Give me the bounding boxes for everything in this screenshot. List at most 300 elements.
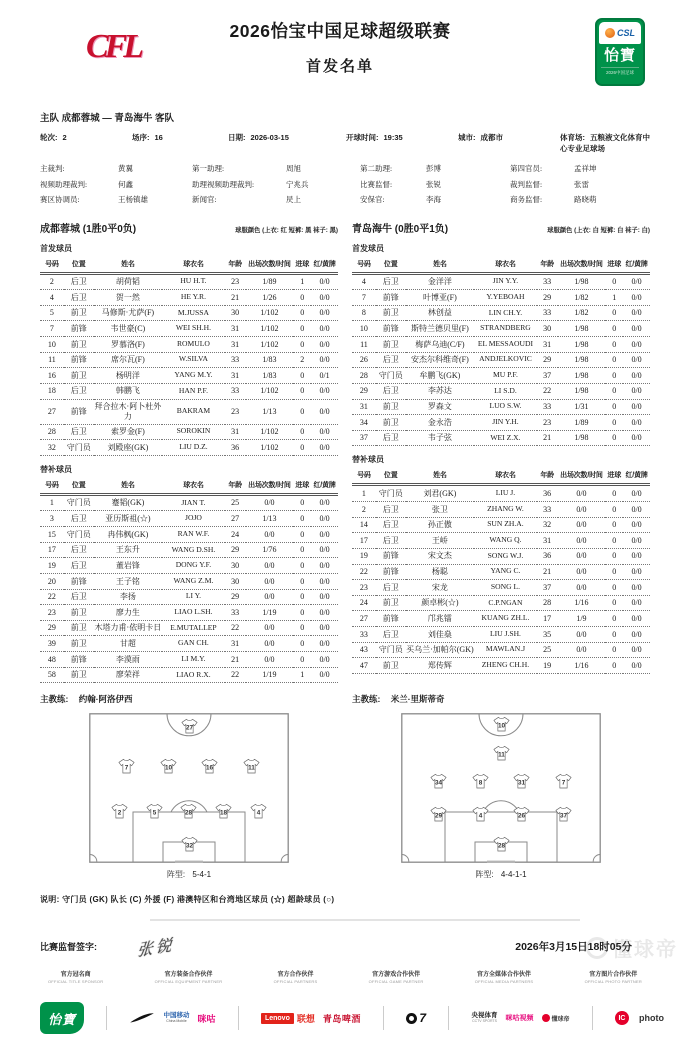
cell: 0/0	[311, 605, 338, 621]
cell: 26	[352, 352, 376, 368]
cell: 席尔瓦(F)	[94, 352, 163, 368]
cell: 0/0	[623, 368, 650, 384]
cell: 0	[605, 502, 623, 518]
player-row	[352, 415, 650, 431]
cell: 0/0	[623, 305, 650, 321]
cell: 0	[293, 527, 311, 543]
officials-block	[40, 163, 650, 205]
cell: 0/0	[246, 636, 294, 652]
cell: 0/0	[623, 502, 650, 518]
player-row	[352, 580, 650, 596]
cell: 0	[293, 589, 311, 605]
league-title: 2026怡宝中国足球超级联赛	[229, 21, 451, 41]
cell: 前卫	[376, 658, 406, 674]
sponsor-logos-row	[40, 998, 664, 1038]
player-row	[40, 558, 338, 574]
cell: 韦子弦	[406, 430, 475, 446]
jersey-icon	[472, 806, 489, 822]
cell: E.MUTALLEP	[162, 620, 225, 636]
cell: 30	[225, 305, 246, 321]
cell: 0	[293, 620, 311, 636]
lenovo-zh-text: 联想	[296, 1013, 315, 1024]
player-row	[40, 368, 338, 384]
svg-text:18: 18	[220, 809, 228, 817]
column-header: 红/黄牌	[623, 468, 650, 485]
cell: ROMULO	[162, 337, 225, 353]
field	[510, 163, 650, 174]
cell: 1/82	[558, 290, 606, 306]
cell: 11	[352, 337, 376, 353]
field-value: 成都市	[480, 133, 503, 142]
cell: 王峤	[406, 533, 475, 549]
formations-row	[40, 713, 650, 880]
cell: GAN CH.	[162, 636, 225, 652]
table-header-row	[40, 478, 338, 495]
column-header: 进球	[605, 257, 623, 274]
cell: HAN P.F.	[162, 383, 225, 399]
equipment-partner-group	[129, 1012, 215, 1025]
pitch-row	[93, 836, 285, 852]
cell: 前卫	[376, 399, 406, 415]
field	[40, 179, 192, 190]
cell: 0	[605, 399, 623, 415]
field-label: 体育场:	[560, 133, 585, 142]
field	[192, 179, 360, 190]
player-row	[352, 273, 650, 290]
china-mobile-en: China Mobile	[166, 1018, 187, 1023]
player-row	[352, 485, 650, 502]
player-row	[40, 290, 338, 306]
cell: 前锋	[376, 611, 406, 627]
cell: 0	[293, 337, 311, 353]
cell: 10	[40, 337, 64, 353]
cell: ZHENG CH.H.	[474, 658, 537, 674]
game-seven-text: 7	[419, 1011, 427, 1026]
player-row	[352, 399, 650, 415]
cell: 后卫	[64, 589, 94, 605]
cell: 31	[225, 424, 246, 440]
cell: 1/26	[246, 290, 294, 306]
home-team-header	[40, 220, 338, 235]
cell: 0	[293, 542, 311, 558]
cell: 后卫	[376, 580, 406, 596]
cell: 1/98	[558, 368, 606, 384]
match-info-row	[40, 132, 650, 154]
cell: 前锋	[376, 290, 406, 306]
cell: 罗森文	[406, 399, 475, 415]
column-header: 红/黄牌	[311, 478, 338, 495]
cell: 金永浩	[406, 415, 475, 431]
jersey-icon	[181, 836, 198, 852]
cell: 31	[225, 368, 246, 384]
svg-text:7: 7	[561, 779, 566, 787]
cell: 1/98	[558, 321, 606, 337]
player-row	[352, 548, 650, 564]
cell: 4	[40, 290, 64, 306]
cell: 前锋	[64, 321, 94, 337]
cell: 1/31	[558, 399, 606, 415]
cell: 36	[225, 440, 246, 456]
player-row	[40, 605, 338, 621]
cell: 21	[537, 430, 558, 446]
cctv-zh-text: 央视体育	[471, 1011, 498, 1019]
cell: 王东升	[94, 542, 163, 558]
dongqiudi-dot-icon	[542, 1014, 550, 1022]
away-formation-block	[352, 713, 650, 880]
sponsor-category	[155, 969, 223, 984]
cell: 0	[605, 273, 623, 290]
cell: WEI Z.X.	[474, 430, 537, 446]
column-header: 红/黄牌	[311, 257, 338, 274]
field	[132, 132, 228, 154]
field-value: 19:35	[383, 133, 403, 142]
cell: 宋龙	[406, 580, 475, 596]
field	[40, 163, 192, 174]
cell: 后卫	[64, 273, 94, 290]
field-value: 2	[62, 133, 67, 142]
cell: 0	[605, 383, 623, 399]
player-row	[352, 290, 650, 306]
nike-swoosh-icon	[129, 1012, 155, 1024]
column-header: 球衣名	[162, 478, 225, 495]
jersey-icon	[201, 758, 218, 774]
jersey-icon	[513, 773, 530, 789]
officials-row	[40, 194, 650, 205]
column-header: 年龄	[225, 257, 246, 274]
cell: 刘君(GK)	[406, 485, 475, 502]
cell: LI S.D.	[474, 383, 537, 399]
cell: 邝兆镭	[406, 611, 475, 627]
icphoto-text: photo	[638, 1013, 664, 1024]
cell: 0/0	[246, 494, 294, 511]
cell: 李漠雨	[94, 652, 163, 668]
cell: 23	[40, 605, 64, 621]
column-header: 出场次数/时间	[246, 478, 294, 495]
cell: 0	[605, 658, 623, 674]
cell: 1/83	[246, 352, 294, 368]
game-partner-logo	[406, 1011, 426, 1025]
svg-text:2: 2	[117, 809, 122, 817]
media-partners-group	[472, 1013, 570, 1024]
formation-value: 4-4-1-1	[500, 870, 527, 880]
field-label: 第四官员:	[510, 164, 543, 173]
cell: 0/0	[623, 627, 650, 643]
cell: 0/0	[623, 533, 650, 549]
cell: 0	[293, 424, 311, 440]
badge-top	[599, 22, 641, 44]
supervisor-signature: 张锐	[136, 934, 176, 961]
cell: LIAO L.SH.	[162, 605, 225, 621]
table-header-row	[352, 257, 650, 274]
column-header: 出场次数/时间	[558, 257, 606, 274]
column-header: 姓名	[94, 257, 163, 274]
cell: 35	[537, 627, 558, 643]
teams-tables	[40, 210, 650, 684]
cell: 31	[352, 399, 376, 415]
cell: 前卫	[64, 305, 94, 321]
cell: 前卫	[376, 415, 406, 431]
home-formation	[40, 869, 338, 880]
column-header: 出场次数/时间	[558, 468, 606, 485]
svg-text:11: 11	[497, 751, 505, 759]
player-row	[40, 542, 338, 558]
cell: KUANG ZH.L.	[474, 611, 537, 627]
column-header: 进球	[293, 257, 311, 274]
badge-subtext: 2026中国足球	[601, 67, 639, 76]
cell: 韦世豪(C)	[94, 321, 163, 337]
cell: 索罗金(F)	[94, 424, 163, 440]
cell: 0/0	[558, 564, 606, 580]
player-row	[40, 424, 338, 440]
player-row	[352, 337, 650, 353]
field-value: 周旭	[286, 164, 301, 173]
cell: 0	[605, 564, 623, 580]
cell: 1/102	[246, 321, 294, 337]
home-starters-label: 首发球员	[40, 243, 72, 253]
cell: 33	[537, 305, 558, 321]
player-row	[352, 611, 650, 627]
jersey-icon	[430, 773, 447, 789]
cell: 33	[225, 383, 246, 399]
away-coach-label: 主教练:	[352, 694, 381, 705]
cell: 1/76	[246, 542, 294, 558]
category-zh: 官方冠名商	[60, 972, 91, 979]
cell: WANG Q.	[474, 533, 537, 549]
cell: 31	[537, 337, 558, 353]
player-row	[40, 273, 338, 290]
cell: 前卫	[64, 620, 94, 636]
cell: 贺一然	[94, 290, 163, 306]
cell: 孙正傲	[406, 517, 475, 533]
home-subs-table	[40, 478, 338, 684]
cell: 0/0	[623, 290, 650, 306]
cell: BAKRAM	[162, 399, 225, 424]
cctv-sports-logo	[472, 1013, 498, 1024]
category-en: OFFICIAL GAME PARTNER	[368, 979, 424, 985]
cell: 30	[537, 321, 558, 337]
jersey-icon	[118, 758, 135, 774]
column-header: 姓名	[406, 468, 475, 485]
cell: 0	[293, 321, 311, 337]
cell: 7	[40, 321, 64, 337]
field-label: 比赛监督:	[360, 179, 393, 189]
cell: 58	[40, 667, 64, 683]
cell: 2	[293, 352, 311, 368]
cell: 前锋	[64, 399, 94, 424]
cell: 0/0	[311, 337, 338, 353]
cell: 1/102	[246, 337, 294, 353]
category-en: OFFICIAL EQUIPMENT PARTNER	[154, 979, 223, 985]
cell: 23	[537, 415, 558, 431]
away-kit-colors: 球服颜色 (上衣: 白 短裤: 白 袜子: 白)	[547, 226, 650, 234]
jersey-icon	[430, 806, 447, 822]
cell: 0	[293, 511, 311, 527]
cell: JOJO	[162, 511, 225, 527]
column-header: 红/黄牌	[623, 257, 650, 274]
player-row	[40, 573, 338, 589]
cell: 7	[352, 290, 376, 306]
player-row	[40, 652, 338, 668]
pitch-row	[93, 803, 285, 819]
cell: 后卫	[64, 424, 94, 440]
cell: M.JUSSA	[162, 305, 225, 321]
game-partner-group	[406, 1011, 426, 1025]
svg-text:4: 4	[478, 812, 482, 820]
cell: 后卫	[64, 511, 94, 527]
cell: 0/0	[623, 430, 650, 446]
jersey-icon	[555, 806, 572, 822]
cell: WANG D.SH.	[162, 542, 225, 558]
cell: 23	[225, 399, 246, 424]
category-zh: 官方全媒体合作伙伴	[477, 972, 532, 979]
cell: LIU J.SH.	[474, 627, 537, 643]
issue-datetime: 2026年3月15日18时05分	[515, 940, 632, 953]
cell: 张卫	[406, 502, 475, 518]
cell: 0	[293, 399, 311, 424]
cell: 蹇韬(GK)	[94, 494, 163, 511]
home-pitch	[89, 713, 289, 863]
field-label: 主裁判:	[40, 164, 65, 173]
cell: 0/0	[311, 620, 338, 636]
svg-text:26: 26	[518, 812, 526, 820]
cell: LI Y.	[162, 589, 225, 605]
home-subs-label: 替补球员	[40, 464, 72, 474]
game-circle-icon	[406, 1013, 417, 1024]
cell: 刘殿座(GK)	[94, 440, 163, 456]
dongqiudi-text: 懂球帝	[551, 1016, 570, 1023]
column-header: 进球	[293, 478, 311, 495]
cell: 0/0	[311, 440, 338, 456]
cell: 37	[537, 368, 558, 384]
yibao-logo-text: 怡寶	[47, 1011, 76, 1027]
pitch-row	[93, 758, 285, 774]
cell: 1/98	[558, 430, 606, 446]
home-team-name: 成都蓉城 (1胜0平0负)	[40, 223, 137, 235]
cell: 甘超	[94, 636, 163, 652]
cell: 0	[605, 611, 623, 627]
cell: 前锋	[64, 352, 94, 368]
sponsor-category	[369, 969, 424, 984]
column-header: 进球	[605, 468, 623, 485]
cell: 47	[352, 658, 376, 674]
cell: 0/0	[623, 273, 650, 290]
cell: SOROKIN	[162, 424, 225, 440]
cell: 0/0	[311, 573, 338, 589]
column-header: 年龄	[537, 257, 558, 274]
field-value: 黄翼	[118, 164, 133, 173]
cell: 19	[40, 558, 64, 574]
jersey-icon	[181, 718, 198, 734]
cell: EL MESSAOUDI	[474, 337, 537, 353]
cell: 0	[605, 548, 623, 564]
player-row	[40, 440, 338, 456]
cell: 0	[605, 517, 623, 533]
cell: RAN W.F.	[162, 527, 225, 543]
away-subs-label: 替补球员	[352, 455, 384, 465]
field	[192, 163, 360, 174]
cell: 1	[293, 273, 311, 290]
away-team-header	[352, 220, 650, 235]
cell: 31	[225, 337, 246, 353]
jersey-icon	[493, 716, 510, 732]
cell: 牟鹏飞(GK)	[406, 368, 475, 384]
player-row	[40, 337, 338, 353]
field-label: 赛区协调员:	[40, 195, 80, 204]
cell: 杨聪	[406, 564, 475, 580]
cell: 0/0	[311, 273, 338, 290]
cell: 0/0	[623, 548, 650, 564]
yibao-logo	[40, 1002, 84, 1034]
away-team-name: 青岛海牛 (0胜0平1负)	[352, 223, 449, 235]
cell: 董岩锋	[94, 558, 163, 574]
cell: 0/0	[623, 383, 650, 399]
legend-note: 说明: 守门员 (GK) 队长 (C) 外援 (F) 港澳特区和台湾地区球员 (☆) 超龄球员 (○)	[40, 895, 335, 905]
cell: JIN Y.Y.	[474, 273, 537, 290]
away-starters-table	[352, 257, 650, 447]
csl-sponsor-badge	[595, 18, 645, 86]
jersey-icon	[493, 836, 510, 852]
cell: 1	[605, 290, 623, 306]
cell: 1/83	[246, 368, 294, 384]
cell: 0/0	[246, 573, 294, 589]
cell: 0/0	[311, 399, 338, 424]
cell: LUO S.W.	[474, 399, 537, 415]
cell: 8	[352, 305, 376, 321]
category-en: OFFICIAL PHOTO PARTNER	[584, 979, 642, 985]
officials-row	[40, 163, 650, 174]
cell: 0/0	[558, 580, 606, 596]
cell: 后卫	[376, 517, 406, 533]
cell: 金洋洋	[406, 273, 475, 290]
field-label: 商务监督:	[510, 195, 543, 204]
home-team-column	[40, 210, 338, 684]
field-label: 裁判监督:	[510, 179, 543, 189]
cell: 前卫	[376, 337, 406, 353]
cell: 亚历斯祖(☆)	[94, 511, 163, 527]
field-label: 助理视频助理裁判:	[192, 179, 255, 189]
cell: 0/0	[558, 485, 606, 502]
player-row	[40, 383, 338, 399]
svg-text:4: 4	[256, 809, 261, 817]
cell: 37	[352, 430, 376, 446]
cell: 39	[40, 636, 64, 652]
cell: 0/0	[558, 627, 606, 643]
field-value: 张锐	[426, 179, 441, 189]
cell: 后卫	[376, 352, 406, 368]
cell: HU H.T.	[162, 273, 225, 290]
svg-text:16: 16	[206, 764, 214, 772]
cell: SUN ZH.A.	[474, 517, 537, 533]
cell: 1/89	[558, 415, 606, 431]
cell: 0	[605, 627, 623, 643]
cell: 29	[537, 352, 558, 368]
player-row	[40, 399, 338, 424]
away-coach-name: 米兰·里斯蒂奇	[390, 694, 445, 705]
category-en: OFFICIAL TITLE SPONSOR	[48, 979, 104, 985]
cell: 22	[537, 383, 558, 399]
cell: 14	[352, 517, 376, 533]
cell: 杨明洋	[94, 368, 163, 384]
category-zh: 官方游戏合作伙伴	[372, 972, 421, 979]
cell: 0	[605, 580, 623, 596]
cell: 后卫	[376, 533, 406, 549]
lenovo-logo: Lenovo	[261, 1013, 294, 1024]
cell: 0	[605, 533, 623, 549]
cell: 22	[225, 667, 246, 683]
cell: 1/89	[246, 273, 294, 290]
cell: 33	[537, 273, 558, 290]
cell: JIAN T.	[162, 494, 225, 511]
